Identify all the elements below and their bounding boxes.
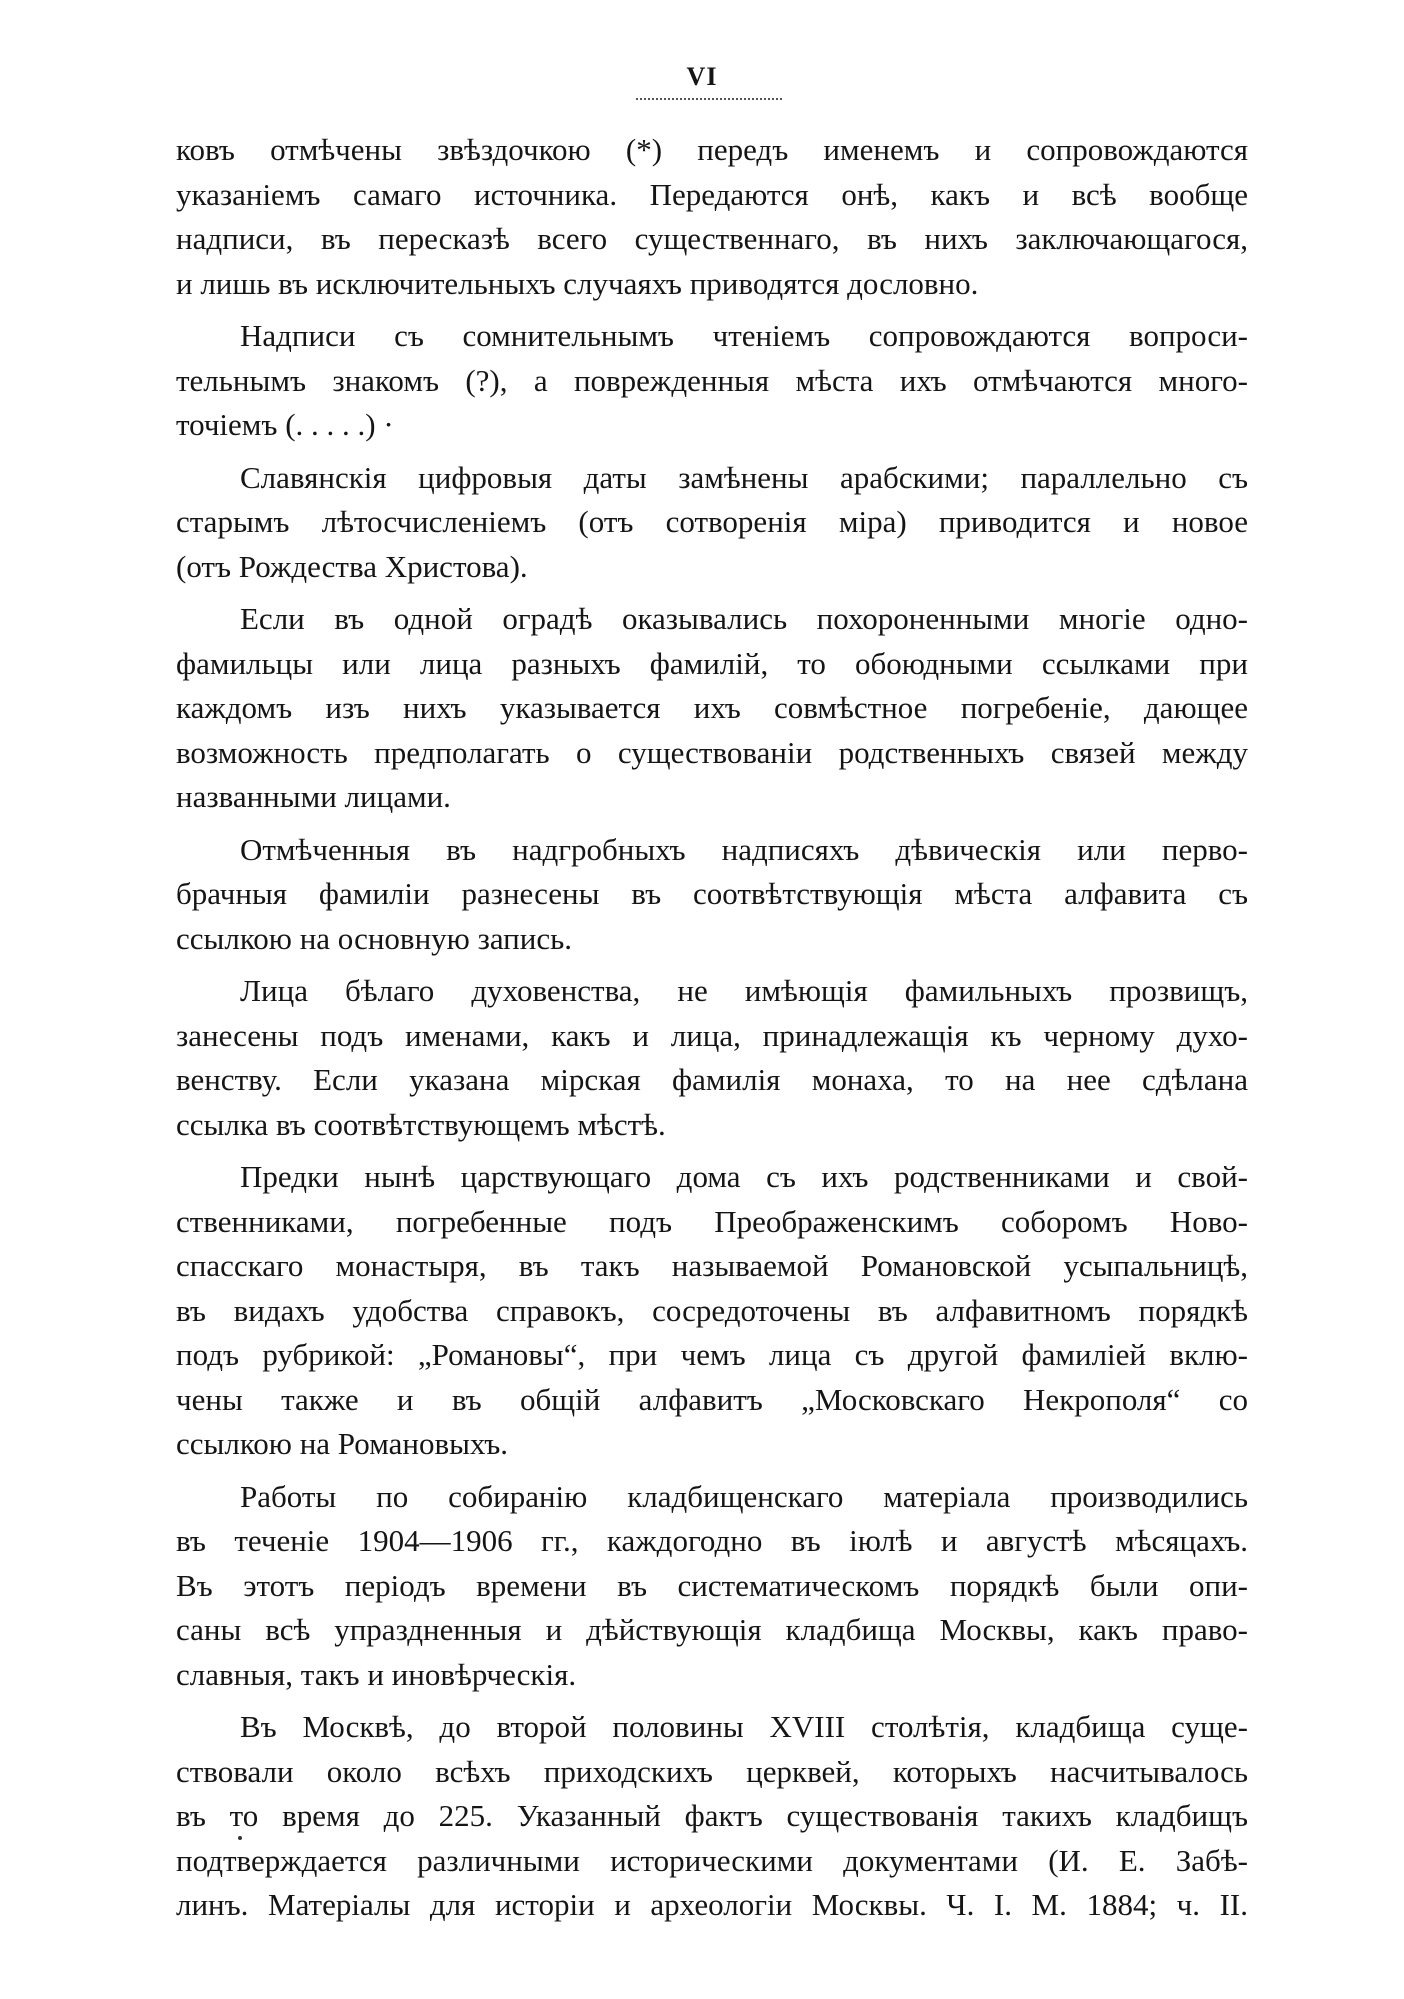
text-line: старымъ лѣтосчисленіемъ (отъ сотворенія міра) приводится и новое	[176, 504, 1248, 539]
text-line: брачныя фамиліи разнесены въ соотвѣтствующія мѣста алфавита съ	[176, 876, 1248, 911]
text-line: славныя, такъ и иновѣрческія.	[176, 1656, 577, 1692]
page-number: VI	[686, 62, 718, 91]
text-line: Предки нынѣ царствующаго дома съ ихъ родственниками и свой-	[240, 1159, 1248, 1194]
text-line: венству. Если указана мірская фамилія монаха, то на нее сдѣлана	[176, 1062, 1248, 1097]
body-text	[176, 128, 1248, 1928]
text-line: въ теченіе 1904—1906 гг., каждогодно въ іюлѣ и августѣ мѣсяцахъ.	[176, 1523, 1248, 1558]
paragraph	[176, 1705, 1248, 1928]
text-line: ственниками, погребенные подъ Преображенскимъ соборомъ Ново-	[176, 1203, 1248, 1239]
text-line: Работы по собиранію кладбищенскаго матеріала производились	[240, 1478, 1248, 1514]
text-line: Отмѣченныя въ надгробныхъ надписяхъ дѣвическія или перво-	[240, 831, 1248, 867]
page-header	[0, 62, 1404, 92]
paragraph	[176, 1475, 1248, 1698]
text-line: и лишь въ исключительныхъ случаяхъ приводятся дословно.	[176, 265, 979, 301]
text-line: указаніемъ самаго источника. Передаются онѣ, какъ и всѣ вообще	[176, 176, 1248, 212]
text-line: ствовали около всѣхъ приходскихъ церквей, которыхъ насчитывалось	[176, 1753, 1248, 1789]
text-line: Въ этотъ періодъ времени въ систематическомъ порядкѣ были опи-	[176, 1567, 1248, 1603]
text-line: (отъ Рождества Христова).	[176, 548, 528, 584]
text-line: надписи, въ пересказѣ всего существеннаго, въ нихъ заключающагося,	[176, 221, 1248, 256]
text-line: возможность предполагать о существованіи родственныхъ связей между	[176, 734, 1248, 770]
paragraph	[176, 1155, 1248, 1467]
text-line: подтверждается различными историческими документами (И. Е. Забѣ-	[176, 1842, 1248, 1878]
text-line: Если въ одной оградѣ оказывались похороненными многіе одно-	[240, 601, 1248, 636]
text-line: фамильцы или лица разныхъ фамилій, то обоюдными ссылками при	[176, 645, 1248, 681]
text-line: чены также и въ общій алфавитъ „Московскаго Некрополя“ со	[176, 1381, 1248, 1417]
text-line: точіемъ (. . . . .) ·	[176, 407, 394, 442]
text-line: въ видахъ удобства справокъ, сосредоточены въ алфавитномъ порядкѣ	[176, 1292, 1248, 1328]
text-line: саны всѣ упраздненныя и дѣйствующія кладбища Москвы, какъ право-	[176, 1612, 1248, 1647]
paragraph	[176, 597, 1248, 820]
paragraph	[176, 456, 1248, 590]
header-rule	[636, 98, 782, 100]
text-line: Въ Москвѣ, до второй половины XVIII столѣтія, кладбища суще-	[240, 1709, 1248, 1744]
text-line: спасскаго монастыря, въ такъ называемой Романовской усыпальницѣ,	[176, 1248, 1248, 1283]
text-line: линъ. Матеріалы для исторіи и археологіи Москвы. Ч. I. М. 1884; ч. II.	[176, 1887, 1248, 1922]
text-line: тельнымъ знакомъ (?), а поврежденныя мѣста ихъ отмѣчаются много-	[176, 362, 1248, 398]
paragraph	[176, 828, 1248, 962]
footer-mark	[238, 1836, 242, 1840]
text-line: Лица бѣлаго духовенства, не имѣющія фамильныхъ прозвищъ,	[240, 973, 1248, 1008]
text-line: занесены подъ именами, какъ и лица, принадлежащія къ черному духо-	[176, 1017, 1248, 1053]
paragraph	[176, 969, 1248, 1147]
text-line: названными лицами.	[176, 779, 451, 814]
text-line: каждомъ изъ нихъ указывается ихъ совмѣстное погребеніе, дающее	[176, 690, 1248, 725]
paragraph	[176, 128, 1248, 306]
text-line: ссылка въ соотвѣтствующемъ мѣстѣ.	[176, 1106, 666, 1142]
text-line: Славянскія цифровыя даты замѣнены арабскими; параллельно съ	[240, 459, 1248, 495]
text-line: Надписи съ сомнительнымъ чтеніемъ сопровождаются вопроси-	[240, 318, 1248, 353]
text-line: ковъ отмѣчены звѣздочкою (*) передъ именемъ и сопровождаются	[176, 132, 1248, 167]
text-line: подъ рубрикой: „Романовы“, при чемъ лица съ другой фамиліей вклю-	[176, 1337, 1248, 1372]
text-line: въ то время до 225. Указанный фактъ существованія такихъ кладбищъ	[176, 1798, 1248, 1833]
text-line: ссылкою на Романовыхъ.	[176, 1426, 509, 1461]
paragraph	[176, 314, 1248, 448]
text-line: ссылкою на основную запись.	[176, 920, 572, 956]
